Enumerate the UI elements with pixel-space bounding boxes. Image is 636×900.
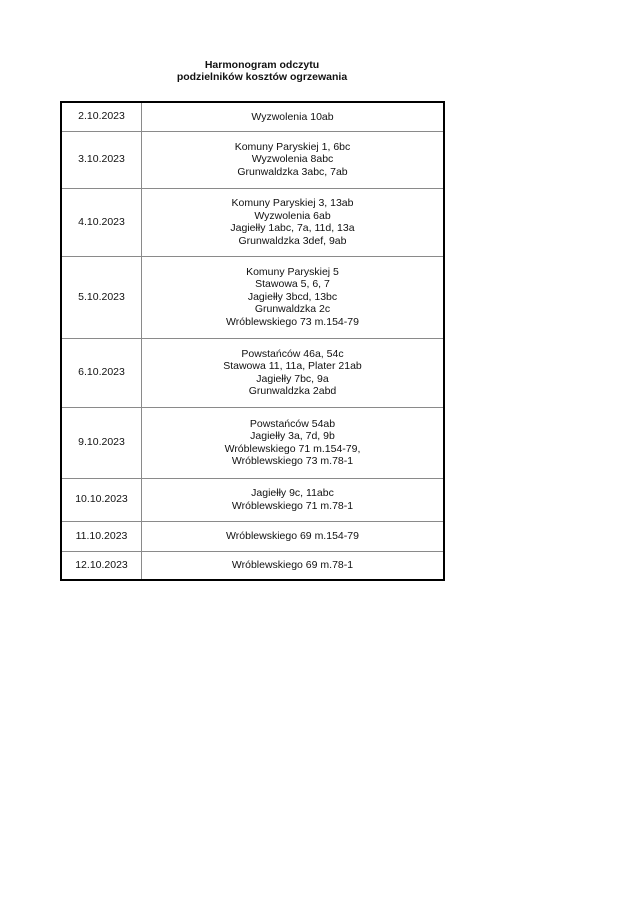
schedule-address-line: Grunwaldzka 2abd: [248, 385, 337, 397]
schedule-address-line: Komuny Paryskiej 3, 13ab: [231, 197, 354, 209]
schedule-addresses-cell: [142, 478, 445, 521]
schedule-row: [61, 551, 444, 580]
schedule-row: [61, 256, 444, 338]
schedule-row: [61, 407, 444, 478]
schedule-address-line: Wróblewskiego 73 m.78-1: [231, 455, 354, 467]
schedule-row: [61, 478, 444, 521]
schedule-address-line: Grunwaldzka 3def, 9ab: [238, 234, 347, 247]
schedule-address-line: Wróblewskiego 69 m.78-1: [231, 559, 354, 571]
schedule-addresses-cell: [142, 188, 445, 256]
schedule-address-line: Powstańców 46a, 54c: [241, 347, 344, 360]
schedule-row: [61, 188, 444, 256]
schedule-addresses-cell: [142, 407, 445, 478]
schedule-address-line: Wyzwolenia 8abc: [251, 153, 334, 166]
schedule-address-line: Grunwaldzka 2c: [254, 303, 331, 316]
schedule-date-cell: 3.10.2023: [61, 131, 142, 188]
schedule-address-line: Jagiełły 9c, 11abc: [251, 487, 334, 499]
schedule-date-cell: 4.10.2023: [61, 188, 142, 256]
schedule-row: [61, 102, 444, 131]
schedule-address-line: Wróblewskiego 73 m.154-79: [226, 315, 359, 328]
schedule-date-cell: 12.10.2023: [61, 551, 142, 580]
schedule-addresses-cell: [142, 521, 445, 551]
schedule-date-cell: 2.10.2023: [61, 102, 142, 131]
schedule-address-line: Jagiełły 3a, 7d, 9b: [250, 430, 335, 442]
schedule-date-cell: 5.10.2023: [61, 256, 142, 338]
schedule-address-line: Jagiełły 7bc, 9a: [256, 372, 329, 385]
schedule-table: [60, 101, 445, 581]
schedule-date-cell: 11.10.2023: [61, 521, 142, 551]
schedule-row: [61, 338, 444, 407]
schedule-addresses-cell: [142, 131, 445, 188]
schedule-addresses-cell: [142, 102, 445, 131]
document-title-line-2: podzielników kosztów ogrzewania: [176, 71, 348, 83]
schedule-date-cell: 10.10.2023: [61, 478, 142, 521]
schedule-addresses-cell: [142, 256, 445, 338]
schedule-address-line: Wyzwolenia 10ab: [251, 110, 334, 123]
schedule-date-cell: 6.10.2023: [61, 338, 142, 407]
document-title-line-1: Harmonogram odczytu: [204, 59, 320, 71]
schedule-address-line: Jagiełły 1abc, 7a, 11d, 13a: [230, 222, 355, 234]
schedule-address-line: Wróblewskiego 69 m.154-79: [226, 529, 359, 542]
schedule-address-line: Grunwaldzka 3abc, 7ab: [237, 165, 348, 178]
schedule-addresses-cell: [142, 338, 445, 407]
schedule-table-body: [61, 102, 444, 580]
schedule-address-line: Wróblewskiego 71 m.78-1: [231, 499, 354, 512]
schedule-date-cell: 9.10.2023: [61, 407, 142, 478]
schedule-address-line: Komuny Paryskiej 1, 6bc: [234, 140, 351, 153]
schedule-address-line: Jagiełły 3bcd, 13bc: [247, 290, 338, 303]
schedule-addresses-cell: [142, 551, 445, 580]
schedule-address-line: Wróblewskiego 71 m.154-79,: [224, 442, 361, 455]
schedule-address-line: Powstańców 54ab: [249, 417, 336, 430]
schedule-row: [61, 521, 444, 551]
schedule-address-line: Stawowa 11, 11a, Plater 21ab: [223, 360, 362, 372]
schedule-row: [61, 131, 444, 188]
schedule-address-line: Wyzwolenia 6ab: [254, 209, 331, 222]
schedule-address-line: Komuny Paryskiej 5: [246, 265, 339, 278]
schedule-address-line: Stawowa 5, 6, 7: [255, 278, 330, 291]
